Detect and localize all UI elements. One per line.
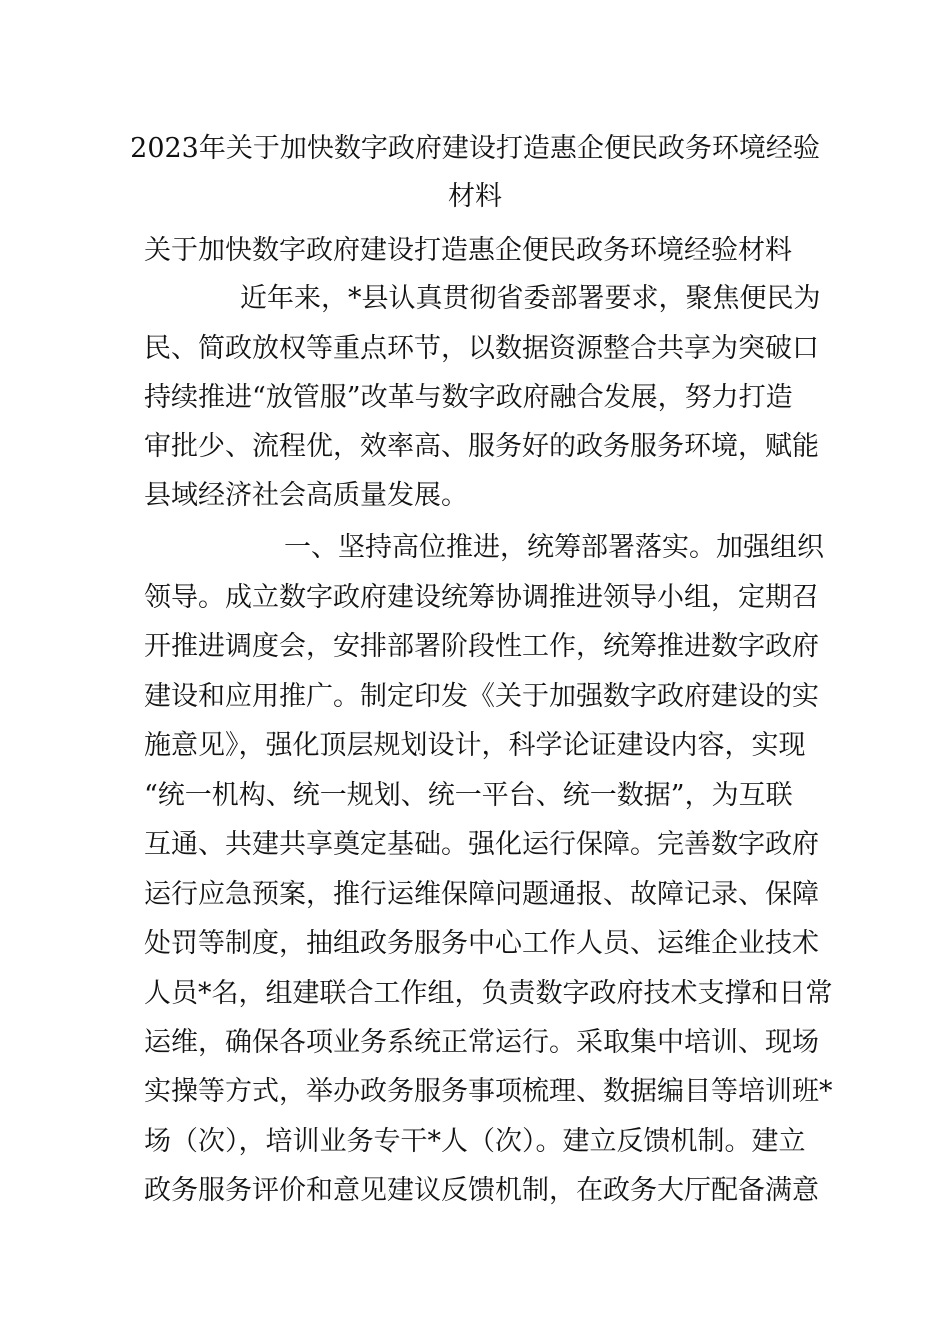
paragraph-line: 处罚等制度，抽组政务服务中心工作人员、运维企业技术 <box>144 928 819 959</box>
paragraph-line: 领导。成立数字政府建设统筹协调推进领导小组，定期召 <box>144 582 819 613</box>
paragraph-line: 场（次），培训业务专干*人（次）。建立反馈机制。建立 <box>144 1126 806 1157</box>
paragraph-line: 运行应急预案，推行运维保障问题通报、故障记录、保障 <box>144 879 819 910</box>
paragraph-line: 建设和应用推广。制定印发《关于加强数字政府建设的实 <box>144 681 819 712</box>
paragraph-line: 互通、共建共享奠定基础。强化运行保障。完善数字政府 <box>144 829 819 860</box>
paragraph-line: 民、简政放权等重点环节，以数据资源整合共享为突破口 <box>144 333 819 364</box>
paragraph-line: 一、坚持高位推进，统筹部署落实。加强组织 <box>284 532 824 563</box>
paragraph-line: 人员*名，组建联合工作组，负责数字政府技术支撑和日常 <box>144 978 833 1009</box>
paragraph-line: 实操等方式，举办政务服务事项梳理、数据编目等培训班* <box>144 1076 833 1107</box>
document-subtitle: 关于加快数字政府建设打造惠企便民政务环境经验材料 <box>144 235 792 266</box>
paragraph-line: 持续推进“放管服”改革与数字政府融合发展，努力打造 <box>144 382 793 413</box>
paragraph-line: 开推进调度会，安排部署阶段性工作，统筹推进数字政府 <box>144 631 819 662</box>
paragraph-line: 政务服务评价和意见建议反馈机制，在政务大厅配备满意 <box>144 1175 819 1206</box>
paragraph-line: 近年来，*县认真贯彻省委部署要求，聚焦便民为 <box>240 283 821 314</box>
paragraph-line: 施意见》，强化顶层规划设计，科学论证建设内容，实现 <box>144 730 806 761</box>
paragraph-line: 审批少、流程优，效率高、服务好的政务服务环境，赋能 <box>144 431 819 462</box>
paragraph-line: 运维，确保各项业务系统正常运行。采取集中培训、现场 <box>144 1027 819 1058</box>
paragraph-line: 县域经济社会高质量发展。 <box>144 480 468 511</box>
document-title-line-1: 2023年关于加快数字政府建设打造惠企便民政务环境经验 <box>130 133 820 164</box>
document-title-line-2: 材料 <box>448 181 502 212</box>
paragraph-line: “统一机构、统一规划、统一平台、统一数据”，为互联 <box>144 780 793 811</box>
